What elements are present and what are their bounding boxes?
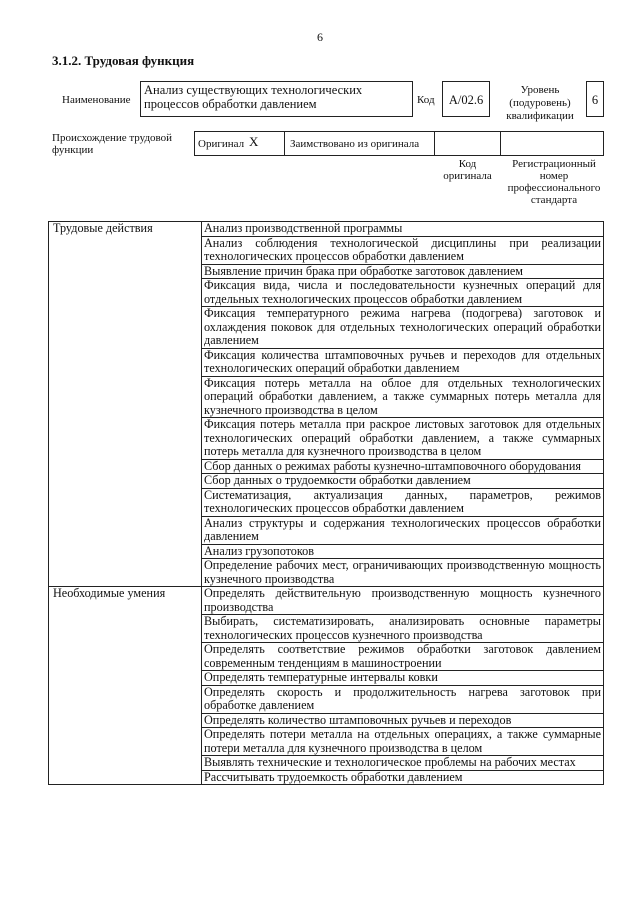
item-cell: Определение рабочих мест, ограничивающих производственную мощность кузнечного производства — [202, 559, 604, 587]
item-cell: Определять действительную производственную мощность кузнечного производства — [202, 587, 604, 615]
item-cell: Фиксация потерь металла при раскрое листовых заготовок для отдельных технологических операций обработки давлением, а также суммарных потерь металла для кузнечного производства в целом — [202, 418, 604, 460]
item-cell: Фиксация количества штамповочных ручьев и переходов для отдельных технологических операций обработки давлением — [202, 348, 604, 376]
item-cell: Фиксация температурного режима нагрева (подогрева) заготовок и охлаждения поковок для отдельных технологических операций обработки давлением — [202, 307, 604, 349]
origin-label: Происхождение трудовой функции — [52, 132, 173, 156]
labor-function-table — [48, 221, 604, 785]
section-title: 3.1.2. Трудовая функция — [52, 53, 195, 68]
original-mark: X — [249, 134, 259, 149]
name-value: Анализ существующих технологических процессов обработки давлением — [140, 81, 413, 117]
item-cell: Анализ соблюдения технологической дисциплины при реализации технологических процессов обработки давлением — [202, 236, 604, 264]
item-cell: Определять потери металла на отдельных операциях, а также суммарные потери металла для кузнечного производства в целом — [202, 728, 604, 756]
item-cell: Определять скорость и продолжительность нагрева заготовок при обработке давлением — [202, 685, 604, 713]
reg-number-label: Регистрационный номер профессионального стандарта — [507, 158, 601, 206]
item-cell: Выявление причин брака при обработке заготовок давлением — [202, 264, 604, 279]
item-cell: Фиксация вида, числа и последовательности кузнечных операций для отдельных технологических процессов обработки давлением — [202, 279, 604, 307]
item-cell: Определять соответствие режимов обработки заготовок давлением современным тенденциям в машиностроении — [202, 643, 604, 671]
item-cell: Выбирать, систематизировать, анализировать основные параметры технологических процессов кузнечного производства — [202, 615, 604, 643]
item-cell: Сбор данных о трудоемкости обработки давлением — [202, 474, 604, 489]
original-code-label: Код оригинала — [443, 158, 492, 182]
table-row — [49, 222, 604, 237]
original-label: Оригинал — [198, 138, 245, 150]
level-value: 6 — [586, 81, 604, 117]
item-cell: Сбор данных о режимах работы кузнечно-штамповочного оборудования — [202, 459, 604, 474]
item-cell: Систематизация, актуализация данных, параметров, режимов технологических процессов обработки давлением — [202, 488, 604, 516]
category-cell: Трудовые действия — [49, 222, 202, 587]
item-cell: Анализ структуры и содержания технологических процессов обработки давлением — [202, 516, 604, 544]
item-cell: Анализ грузопотоков — [202, 544, 604, 559]
item-cell: Определять количество штамповочных ручьев и переходов — [202, 713, 604, 728]
borrowed-label: Заимствовано из оригинала — [290, 138, 420, 150]
name-label: Наименование — [62, 94, 131, 106]
item-cell: Выявлять технические и технологическое проблемы на рабочих местах — [202, 756, 604, 771]
item-cell: Анализ производственной программы — [202, 222, 604, 237]
level-label: Уровень (подуровень) квалификации — [506, 84, 574, 122]
table-row — [49, 587, 604, 615]
item-cell: Фиксация потерь металла на облое для отдельных технологических операций обработки давлением, а также суммарных потерь металла для кузнечного производства в целом — [202, 376, 604, 418]
item-cell: Определять температурные интервалы ковки — [202, 671, 604, 686]
page-number: 6 — [317, 30, 323, 44]
code-label: Код — [417, 94, 435, 106]
item-cell: Рассчитывать трудоемкость обработки давлением — [202, 770, 604, 785]
code-value: А/02.6 — [442, 81, 490, 117]
category-cell: Необходимые умения — [49, 587, 202, 785]
